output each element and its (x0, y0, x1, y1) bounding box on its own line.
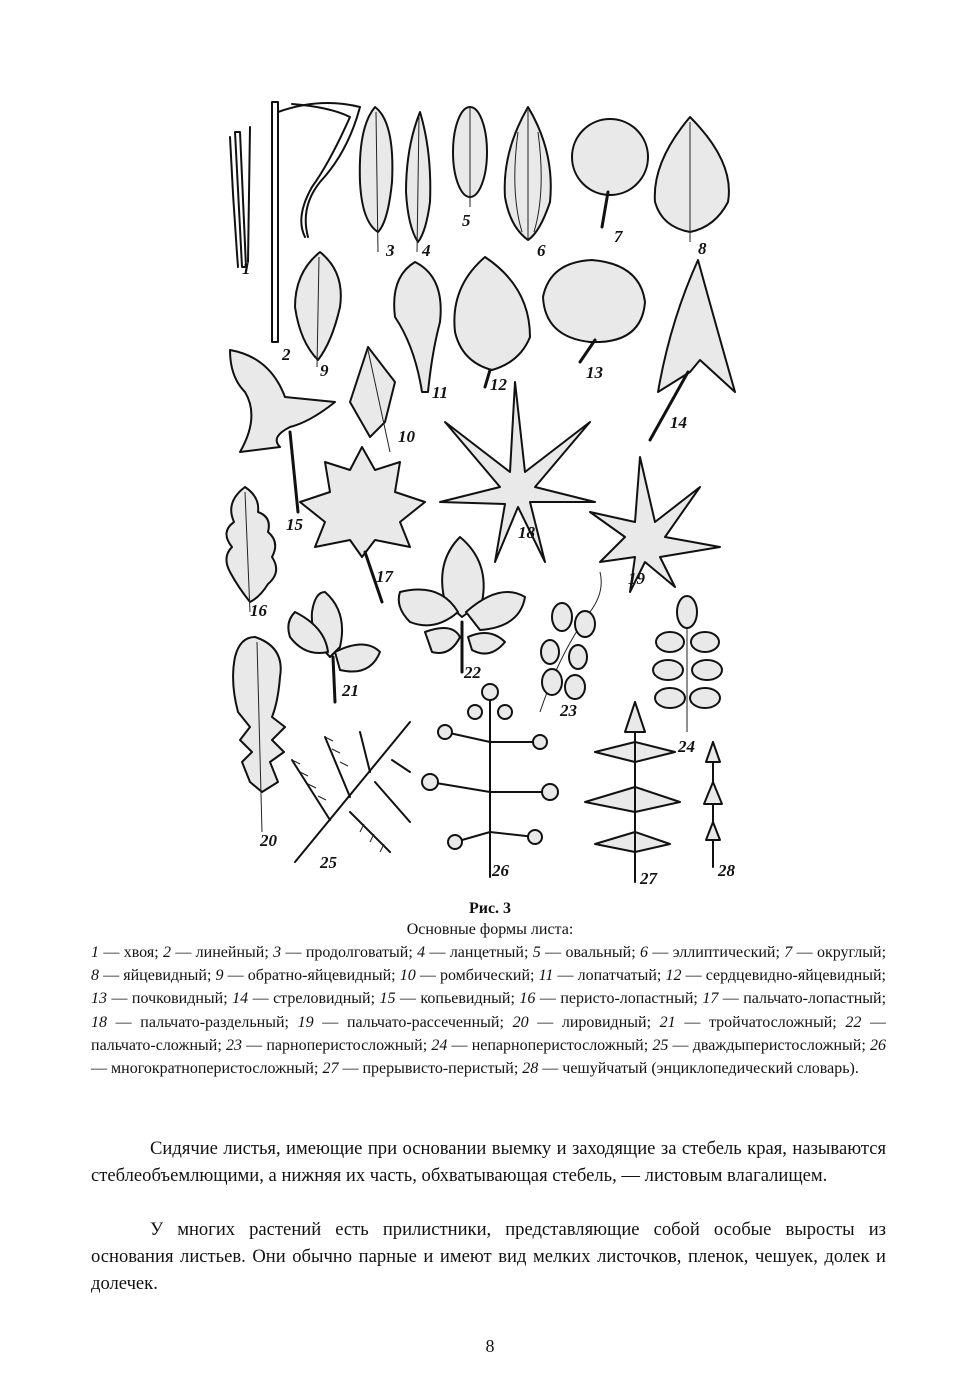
leaf-10-rhombic (350, 347, 395, 452)
leaf-7-round (572, 119, 648, 227)
figure-title: Рис. 3 (468, 900, 512, 917)
figure-label-4: 4 (422, 241, 431, 260)
leaf-14-sagittate (650, 260, 735, 440)
figure-label-17: 17 (376, 567, 393, 586)
figure-label-23: 23 (560, 701, 577, 720)
legend-item: 2 — линейный; (162, 944, 274, 961)
figure-label-12: 12 (490, 375, 507, 394)
figure-label-24: 24 (678, 737, 695, 756)
figure-label-1: 1 (242, 259, 251, 278)
figure-label-16: 16 (250, 601, 267, 620)
leaf-forms-illustration (200, 92, 780, 892)
legend-item: 6 — эллиптический; (640, 944, 785, 961)
figure-label-27: 27 (640, 869, 657, 888)
leaf-25-bipinnate (292, 722, 410, 862)
legend-item: 24 — непарноперистосложный; (431, 1036, 653, 1054)
legend-item: 27 — прерывисто-перистый; (322, 1060, 523, 1078)
leaf-26-multipinnate (422, 684, 558, 877)
page-number: 8 (485, 1336, 495, 1356)
legend-item: 21 — тройчатосложный; (659, 1013, 846, 1031)
legend-item: 25 — дваждыперистосложный; (652, 1036, 870, 1054)
figure-label-25: 25 (320, 853, 337, 872)
leaf-23-paripinnate (540, 572, 601, 712)
leaf-3-oblong (360, 107, 393, 252)
legend-item: 10 — ромбический; (399, 967, 539, 985)
legend-item: 9 — обратно-яйцевидный; (215, 967, 400, 985)
figure-label-8: 8 (698, 239, 707, 258)
legend-item: 22 — пальчато-сложный; (91, 1013, 887, 1054)
figure-label-6: 6 (537, 241, 546, 260)
legend-item: 15 — копьевидный; (379, 990, 520, 1008)
leaf-13-reniform (543, 260, 645, 362)
leaf-22-palmately-compound (399, 537, 525, 672)
figure-label-20: 20 (260, 831, 277, 850)
figure-label-9: 9 (320, 361, 329, 380)
leaf-17-palmatilobate (300, 447, 425, 602)
legend-item: 19 — пальчато-рассеченный; (297, 1013, 513, 1031)
body-paragraph-2: У многих растений есть прилистники, представляющие собой особые выросты из основания листьев. Они обычно парные и имеют вид мелких листочков, пленок, чешуек, долек и долечек. (91, 1219, 886, 1294)
legend-item: 20 — лировидный; (512, 1013, 660, 1031)
figure-label-3: 3 (386, 241, 395, 260)
legend-item: 3 — продолговатый; (273, 944, 418, 961)
legend-item: 26 — многократноперистосложный; (91, 1036, 886, 1078)
legend-item: 4 — ланцетный; (417, 944, 533, 961)
leaf-16-pinnatilobate (226, 487, 276, 612)
figure-label-15: 15 (286, 515, 303, 534)
figure-label-10: 10 (398, 427, 415, 446)
figure-label-21: 21 (342, 681, 359, 700)
legend-item: 28 — чешуйчатый (энциклопедический словарь). (522, 1060, 859, 1078)
figure-legend (91, 941, 886, 1080)
figure-subtitle: Основные формы листа: (406, 921, 574, 938)
legend-item: 8 — яйцевидный; (91, 967, 216, 985)
legend-item: 16 — перисто-лопастный; (519, 990, 703, 1008)
legend-item: 14 — стреловидный; (232, 990, 380, 1008)
legend-item: 7 — округлый; (784, 944, 887, 961)
body-paragraph-1: Сидячие листья, имеющие при основании выемку и заходящие за стебель края, называются стеблеобъемлющими, а нижняя их часть, обхватывающая стебель, — листовым влагалищем. (91, 1138, 886, 1186)
leaf-8-ovate (655, 117, 729, 242)
figure-label-11: 11 (432, 383, 449, 402)
leaf-21-trifoliate (288, 592, 380, 702)
figure-label-18: 18 (518, 523, 535, 542)
legend-item: 11 — лопатчатый; (538, 967, 666, 985)
figure-label-28: 28 (718, 861, 735, 880)
figure-label-7: 7 (614, 227, 623, 246)
legend-item: 17 — пальчато-лопастный; (702, 990, 887, 1008)
leaf-4-lanceolate (406, 112, 430, 252)
leaf-19-palmatisect (590, 457, 720, 592)
legend-item: 12 — сердцевидно-яйцевидный; (665, 967, 887, 985)
figure-label-26: 26 (492, 861, 509, 880)
legend-item: 23 — парноперистосложный; (225, 1036, 432, 1054)
leaf-5-oval (453, 107, 487, 207)
legend-item: 13 — почковидный; (91, 990, 233, 1008)
leaf-20-lyrate (233, 637, 285, 832)
leaf-11-spatulate (394, 262, 441, 392)
figure-label-13: 13 (586, 363, 603, 382)
figure-label-14: 14 (670, 413, 687, 432)
leaf-24-imparipinnate (653, 596, 722, 732)
figure-label-22: 22 (464, 663, 481, 682)
leaf-28-scale (704, 742, 722, 867)
figure-label-5: 5 (462, 211, 471, 230)
figure-label-2: 2 (282, 345, 291, 364)
leaf-12-cordate-ovate (454, 257, 530, 387)
leaf-1-needle (230, 127, 250, 267)
leaf-9-obovate (295, 252, 341, 367)
legend-item: 1 — хвоя; (91, 944, 163, 961)
figure-label-19: 19 (628, 569, 645, 588)
leaf-6-elliptic (505, 107, 551, 240)
legend-item: 18 — пальчато-раздельный; (91, 1013, 298, 1031)
legend-item: 5 — овальный; (532, 944, 641, 961)
leaf-27-interrupted-pinnate (585, 702, 680, 882)
